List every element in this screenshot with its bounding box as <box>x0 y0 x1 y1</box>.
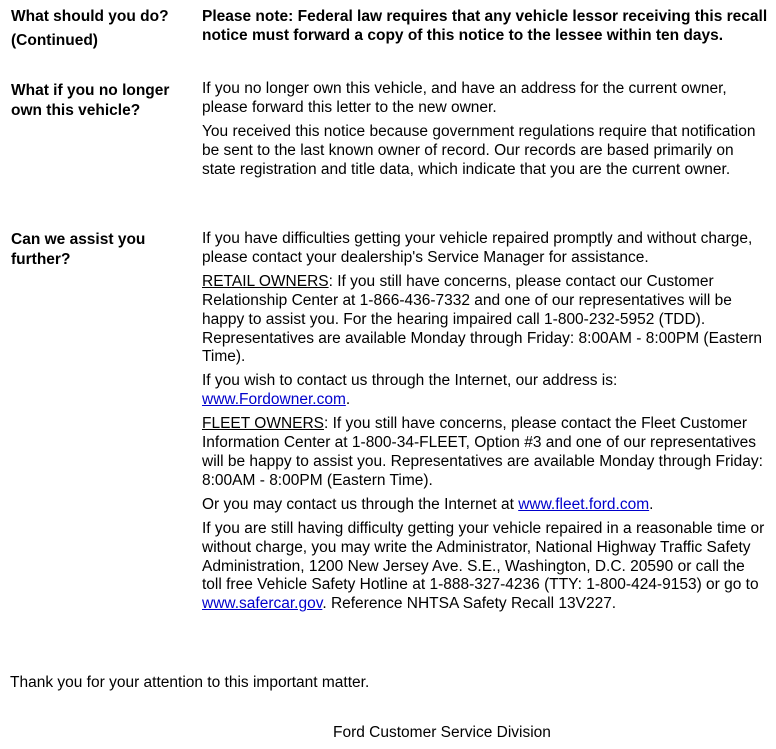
fleet-owners-heading: FLEET OWNERS <box>202 415 325 433</box>
fleet-ford-link[interactable]: www.fleet.ford.com <box>518 495 650 513</box>
section-label <box>11 7 196 51</box>
forward-letter-paragraph: If you no longer own this vehicle, and have an address for the current owner, please forward this letter to the new owner. <box>202 80 727 116</box>
fordowner-link[interactable]: www.Fordowner.com <box>202 391 346 409</box>
fleet-internet-text: Or you may contact us through the Internet at <box>202 495 519 513</box>
fleet-internet-paragraph <box>202 496 768 515</box>
label-line-2: (Continued) <box>11 32 98 49</box>
section-label: Can we assist you further? <box>11 231 146 268</box>
fleet-owners-text: : If you still have concerns, please contact the Fleet Customer Information Center at 1-800-34-FLEET, Option #3 and one of our representatives will be happy to assist you. Representatives are available Monday through Friday: 8:00AM - 8:00PM (Eastern Time). <box>202 415 763 489</box>
section-label: What if you no longer own this vehicle? <box>11 82 170 119</box>
internet-text: If you wish to contact us through the Internet, our address is: <box>202 372 618 390</box>
label-line-1: What should you do? <box>11 8 169 25</box>
internet-after: . <box>345 391 351 409</box>
fleet-owners-paragraph <box>202 415 768 491</box>
retail-owners-paragraph <box>202 273 768 368</box>
retail-owners-text: : If you still have concerns, please contact our Customer Relationship Center at 1-866-436-7332 and one of our representatives will be happy to assist you. For the hearing impaired call 1-800-232-5952 (TDD). Representatives are available Monday through Friday: 8:00AM - 8:00PM (Eastern Time). <box>202 272 763 366</box>
nhtsa-paragraph <box>202 520 768 615</box>
retail-owners-heading: RETAIL OWNERS <box>202 272 329 290</box>
nhtsa-after: . Reference NHTSA Safety Recall 13V227. <box>322 595 617 613</box>
closing-line: Thank you for your attention to this important matter. <box>10 674 370 691</box>
signature: Ford Customer Service Division <box>333 724 551 741</box>
lessor-note: Please note: Federal law requires that any vehicle lessor receiving this recall notice must forward a copy of this notice to the lessee within ten days. <box>202 8 768 44</box>
fleet-internet-after: . <box>649 495 654 513</box>
nhtsa-text: If you are still having difficulty getting your vehicle repaired in a reasonable time or without charge, you may write the Administrator, National Highway Traffic Safety Administration, 1200 New Jersey Ave. S.E., Washington, D.C. 20590 or call the toll free Vehicle Safety Hotline at 1-888-327-4236 (TTY: 1-800-424-9153) or go to <box>202 519 765 594</box>
safercar-link[interactable]: www.safercar.gov <box>202 595 323 613</box>
why-received-paragraph: You received this notice because government regulations require that notification be sent to the last known owner of record. Our records are based primarily on state registration and title data, which indicate that you are the current owner. <box>202 122 756 178</box>
internet-paragraph <box>202 372 768 410</box>
dealer-assistance-paragraph: If you have difficulties getting your vehicle repaired promptly and without charge, please contact your dealership's Service Manager for assistance. <box>202 230 753 266</box>
